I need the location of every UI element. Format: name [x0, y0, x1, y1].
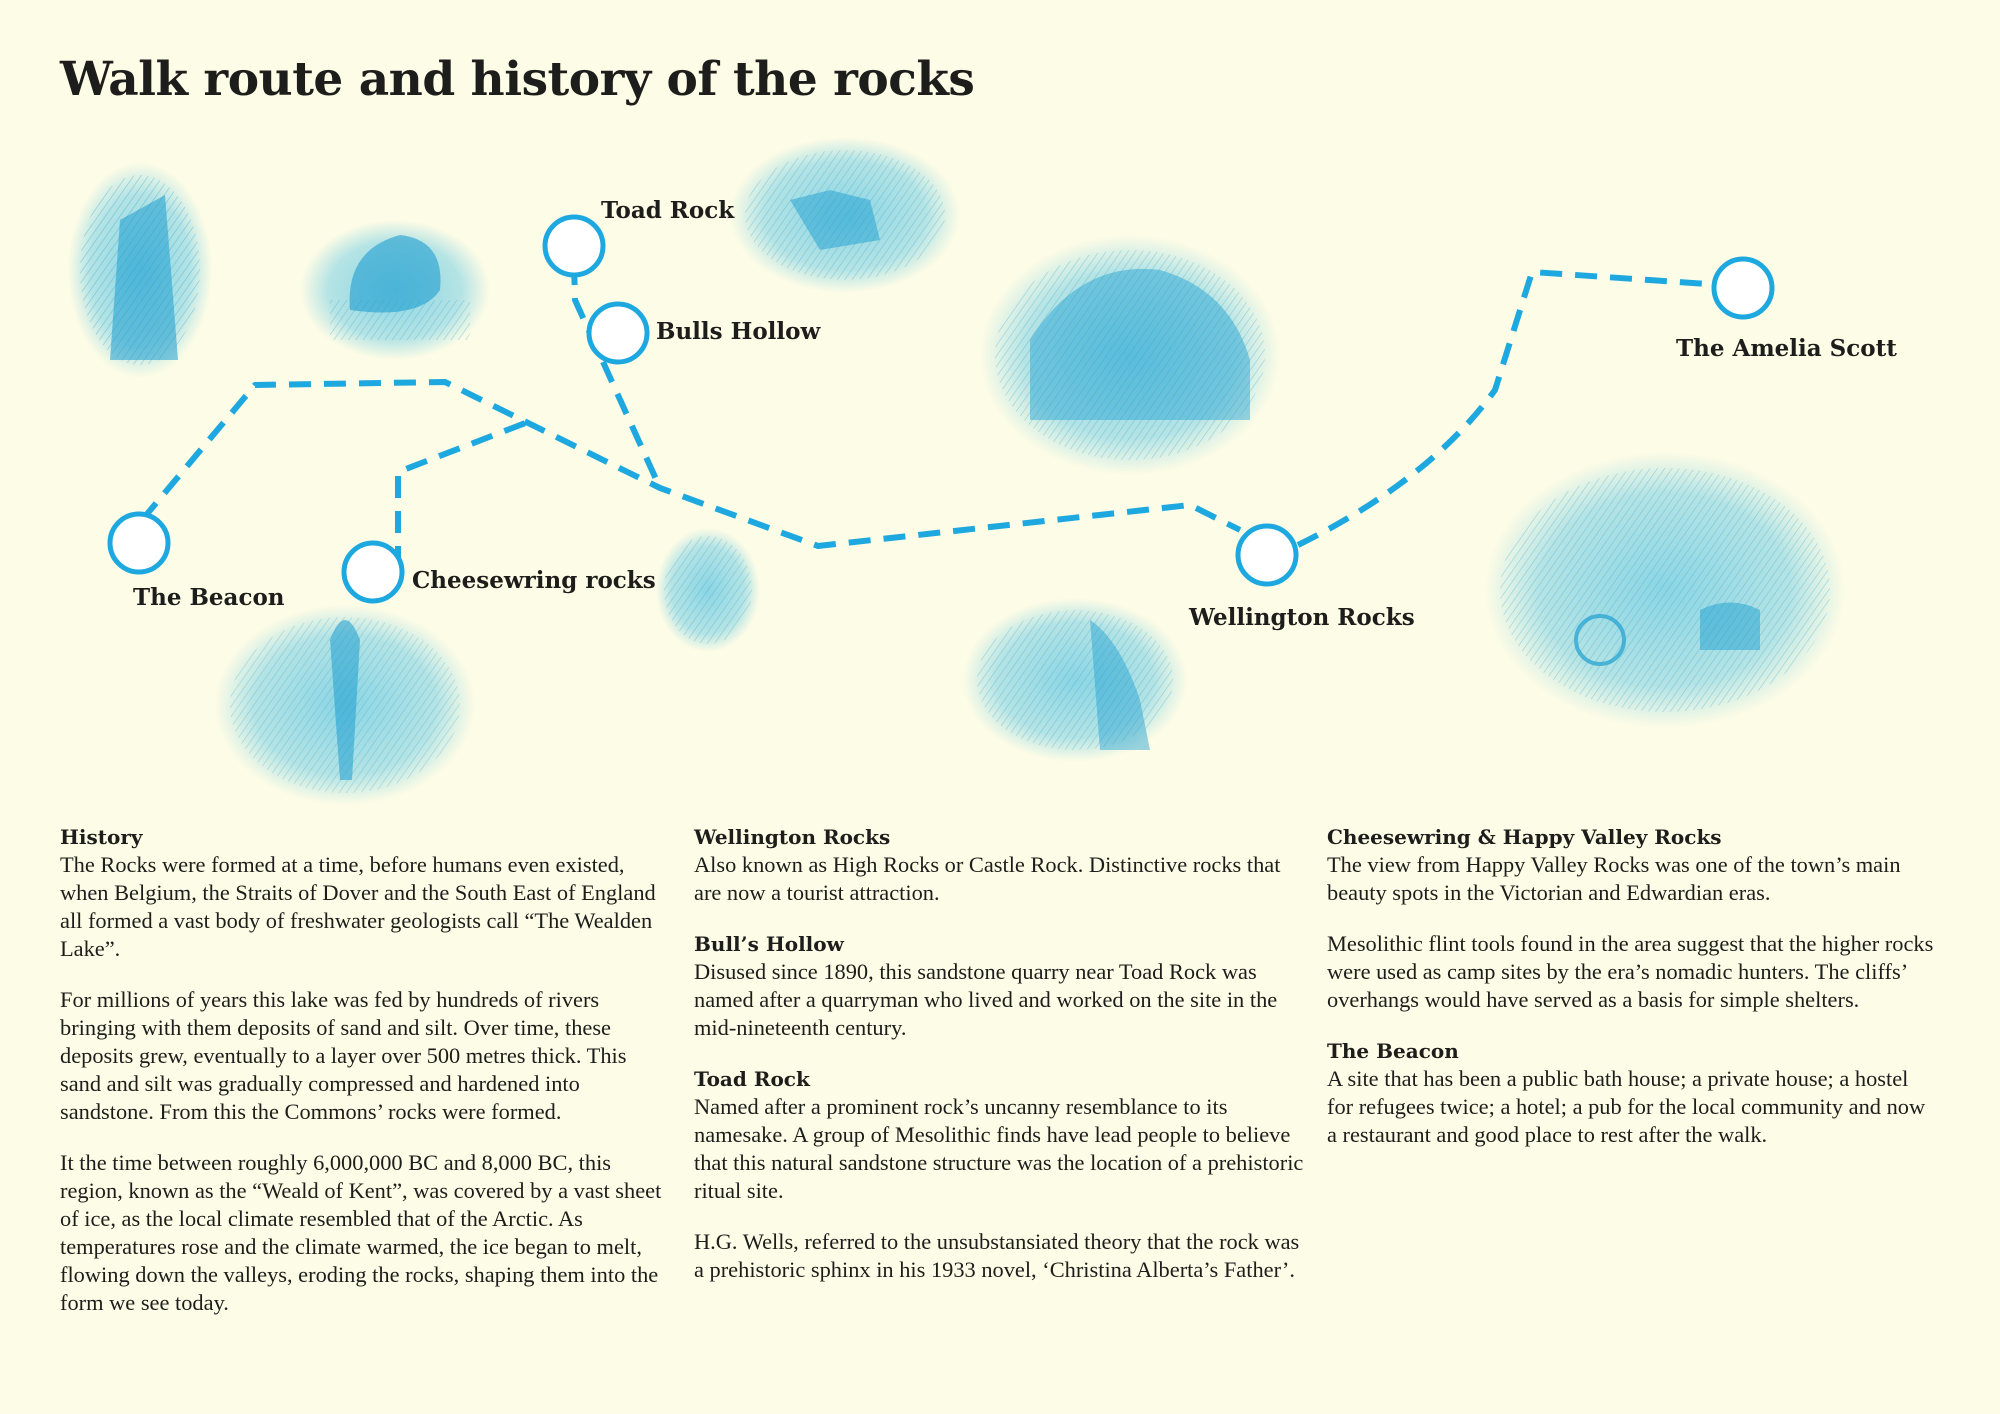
wellington-rocks-heading: Wellington Rocks: [694, 825, 891, 849]
stop-label-the-amelia-scott: The Amelia Scott: [1676, 335, 1897, 362]
engraving-town-view: [215, 605, 475, 805]
wellington-rocks-text: Also known as High Rocks or Castle Rock. Distinctive rocks that are now a tourist attraction.: [694, 852, 1281, 905]
stop-cheesewring-rocks[interactable]: [344, 543, 656, 601]
engraving-beacon-tower: [68, 162, 212, 378]
stop-label-cheesewring-rocks: Cheesewring rocks: [412, 567, 656, 594]
beacon-heading: The Beacon: [1327, 1039, 1459, 1063]
stop-toad-rock[interactable]: [545, 197, 735, 275]
engraving-cheesewring-boulder: [300, 220, 490, 360]
engraving-small-rock: [656, 528, 760, 652]
stop-bulls-hollow[interactable]: [589, 304, 821, 362]
cheesewring-text-2: Mesolithic flint tools found in the area suggest that the higher rocks were used as camp sites by the era’s nomadic hunters. The cliffs’ overhangs would have served as a basis for simple shelters.: [1327, 931, 1934, 1012]
stop-the-beacon[interactable]: [110, 514, 285, 611]
cheesewring-heading: Cheesewring & Happy Valley Rocks: [1327, 825, 1722, 849]
stop-label-the-beacon: The Beacon: [133, 584, 285, 611]
stop-label-toad-rock: Toad Rock: [601, 197, 735, 224]
rocks-column: [694, 823, 1306, 1307]
engraving-rock-face: [963, 598, 1187, 762]
history-paragraph-1: The Rocks were formed at a time, before humans even existed, when Belgium, the Straits of Dover and the South East of England all formed a vast body of freshwater geologists call “The Wealden Lake”.: [60, 852, 656, 961]
history-heading: History: [60, 825, 143, 849]
bulls-hollow-text: Disused since 1890, this sandstone quarry near Toad Rock was named after a quarryman who lived and worked on the site in the mid-nineteenth century.: [694, 959, 1278, 1040]
beacon-text: A site that has been a public bath house; a private house; a hostel for refugees twice; a hotel; a pub for the local community and now a restaurant and good place to rest after the walk.: [1327, 1066, 1926, 1147]
bulls-hollow-heading: Bull’s Hollow: [694, 932, 844, 956]
history-paragraph-3: It the time between roughly 6,000,000 BC and 8,000 BC, this region, known as the “Weald of Kent”, was covered by a vast sheet of ice, as the local climate resembled that of the Arctic. As temperatures rose and the climate warmed, the ice began to melt, flowing down the valleys, eroding the rocks, shaping them into the form we see today.: [60, 1150, 662, 1315]
cheesewring-beacon-column: [1327, 823, 1939, 1172]
toad-rock-heading: Toad Rock: [694, 1067, 810, 1091]
stop-label-wellington-rocks: Wellington Rocks: [1189, 604, 1415, 631]
toad-rock-text-1: Named after a prominent rock’s uncanny resemblance to its namesake. A group of Mesolithic finds have lead people to believe that this natural sandstone structure was the location of a prehistoric ritual site.: [694, 1094, 1304, 1203]
history-paragraph-2: For millions of years this lake was fed by hundreds of rivers bringing with them deposits of sand and silt. Over time, these deposits grew, eventually to a layer over 500 metres thick. This sand and silt was gradually compressed and hardened into sandstone. From this the Commons’ rocks were formed.: [60, 987, 627, 1124]
engraving-high-rocks-landscape: [980, 235, 1280, 475]
engraving-cart-horses: [1485, 452, 1845, 728]
engraving-cattle-rocks: [730, 137, 960, 293]
history-column: [60, 823, 672, 1340]
stop-the-amelia-scott[interactable]: [1676, 259, 1897, 362]
page-title: Walk route and history of the rocks: [60, 52, 975, 107]
toad-rock-text-2: H.G. Wells, referred to the unsubstansiated theory that the rock was a prehistoric sphinx in his 1933 novel, ‘Christina Alberta’s Father’.: [694, 1229, 1300, 1282]
stop-label-bulls-hollow: Bulls Hollow: [656, 318, 821, 345]
route-cheesewring-segment: [398, 422, 528, 568]
cheesewring-text-1: The view from Happy Valley Rocks was one of the town’s main beauty spots in the Victorian and Edwardian eras.: [1327, 852, 1901, 905]
